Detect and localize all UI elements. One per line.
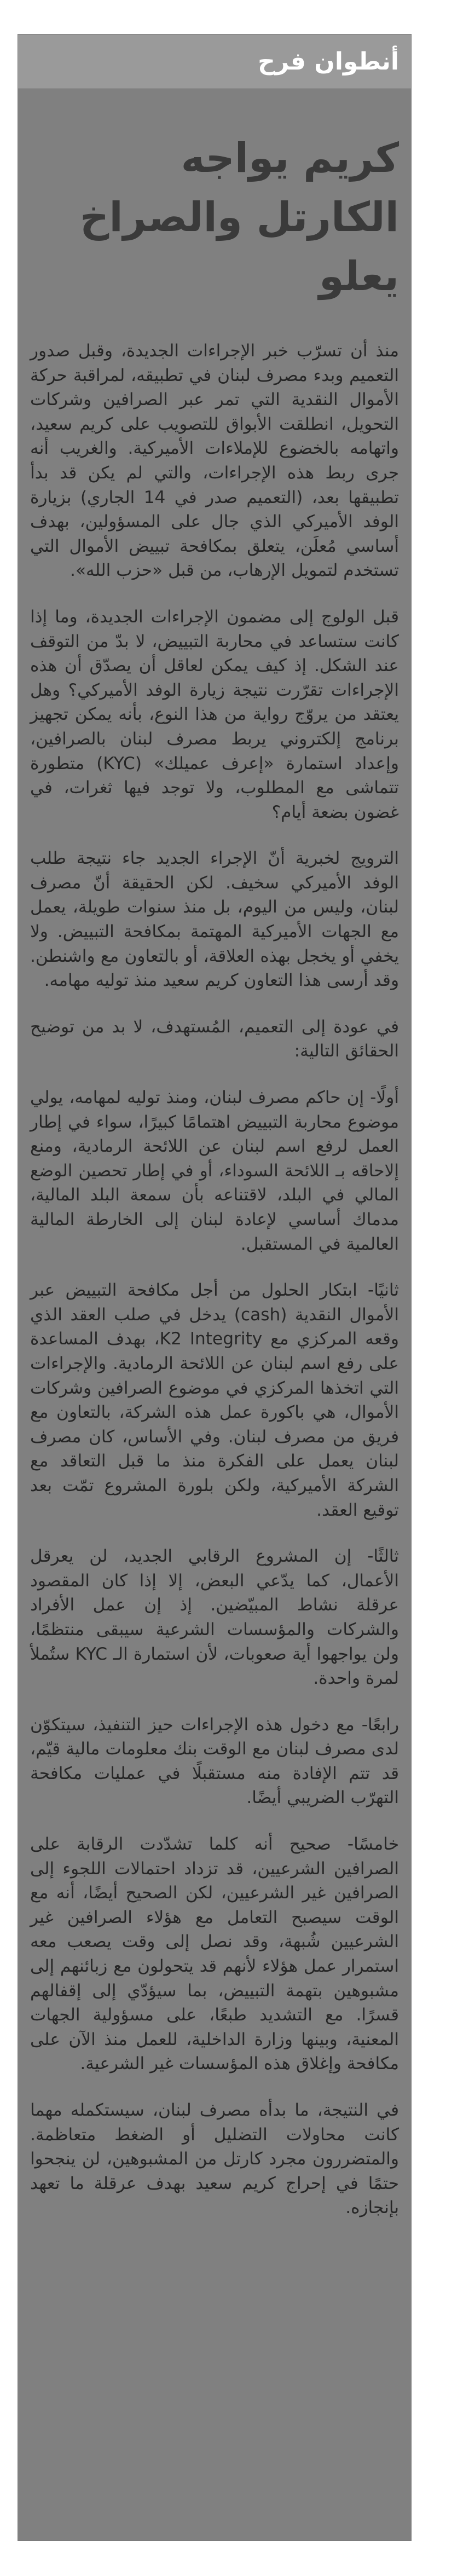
article-paragraph: ثالثًا- إن المشروع الرقابي الجديد، لن يعرقل الأعمال، كما يدّعي البعض، إلا إذا كان المقصود عرقلة نشاط المبيّضين. إذ إن عمل الأفراد والشركات والمؤسسات الشرعية سيبقى منتظمًا، ولن يواجهوا أية صعوبات، لأن استمارة الـ KYC ستُملأ لمرة واحدة.: [30, 1546, 399, 1689]
article-paragraph: ثانيًا- ابتكار الحلول من أجل مكافحة التبييض عبر الأموال النقدية (cash) يدخل في صلب العقد الذي وقعه المركزي مع K2 Integrity، بهدف المساعدة على رفع اسم لبنان عن اللائحة الرمادية. والإجراءات التي اتخذها المركزي في موضوع الصرافين وشركات الأموال، هي باكورة عمل هذه الشركة، بالتعاون مع فريق من مصرف لبنان. وفي الأساس، كان مصرف لبنان يعمل على الفكرة منذ ما قبل التعاقد مع الشركة الأميركية، ولكن بلورة المشروع تمّت بعد توقيع العقد.: [30, 1280, 399, 1520]
article-paragraph: أولًا- إن حاكم مصرف لبنان، ومنذ توليه لمهامه، يولي موضوع محاربة التبييض اهتمامًا كبيرًا، سواء في إطار العمل لرفع اسم لبنان عن اللائحة الرمادية، ومنع إلاحاقه بـ اللائحة السوداء، أو في إطار تحصين الوضع المالي في البلد، لاقتناعه بأن سمعة البلد المالية، مدماك أساسي لإعادة لبنان إلى الخارطة المالية العالمية في المستقبل.: [30, 1088, 399, 1254]
article-paragraph: رابعًا- مع دخول هذه الإجراءات حيز التنفيذ، سيتكوّن لدى مصرف لبنان مع الوقت بنك معلومات مالية قيّم، قد تتم الإفادة منه مستقبلًا في عمليات مكافحة التهرّب الضريبي أيضًا.: [30, 1714, 399, 1808]
article-headline: كريم يواجه الكارتل والصراخ يعلو: [80, 135, 399, 300]
author-bar: [18, 34, 411, 89]
article-paragraph: في عودة إلى التعميم، المُستهدف، لا بد من توضيح الحقائق التالية:: [30, 1016, 399, 1061]
article-paragraph: الترويج لخبرية أنّ الإجراء الجديد جاء نتيجة طلب الوفد الأميركي سخيف. لكن الحقيقة أنّ مصرف لبنان، وليس من اليوم، بل منذ سنوات طويلة، يعمل مع الجهات الأميركية المهتمة بمكافحة التبييض. ولا يخفي أو يخجل بهذه العلاقة، أو بالتعاون مع واشنطن. وقد أرسى هذا التعاون كريم سعيد منذ توليه مهامه.: [30, 848, 399, 991]
article-paragraph: في النتيجة، ما بدأه مصرف لبنان، سيستكمله مهما كانت محاولات التضليل أو الضغط متعاظمة. والمتضررون مجرد كارتل من المشبوهين، لن ينجحوا حتمًا في إحراج كريم سعيد بهدف عرقلة ما تعهد بإنجازه.: [30, 2100, 399, 2218]
article-paragraph: خامسًا- صحيح أنه كلما تشدّدت الرقابة على الصرافين الشرعيين، قد تزداد احتمالات اللجوء إلى الصرافين غير الشرعيين، لكن الصحيح أيضًا، أنه مع الوقت سيصبح التعامل مع هؤلاء الصرافين غير الشرعيين شُبهة، وقد نصل إلى وقت يصعب معه استمرار عمل هؤلاء لأنهم قد يتحولون مع زبائنهم إلى مشبوهين بتهمة التبييض، بما سيؤدّي إلى إقفالهم قسرًا. مع التشديد طبعًا، على مسؤولية الجهات المعنية، وبينها وزارة الداخلية، للعمل منذ الآن على مكافحة وإغلاق هذه المؤسسات غير الشرعية.: [30, 1834, 399, 2074]
article-paragraph: منذ أن تسرّب خبر الإجراءات الجديدة، وقبل صدور التعميم وبدء مصرف لبنان في تطبيقه، لمراقبة حركة الأموال النقدية التي تمر عبر الصرافين وشركات التحويل، انطلقت الأبواق للتصويب على كريم سعيد، واتهامه بالخضوع للإملاءات الأميركية. والغريب أنه جرى ربط هذه الإجراءات، والتي لم يكن قد بدأ تطبيقها بعد، (التعميم صدر في 14 الجاري) بزيارة الوفد الأميركي الذي جال على المسؤولين، بهدف أساسي مُعلَن، يتعلق بمكافحة تبييض الأموال التي تستخدم لتمويل الإرهاب، من قبل «حزب الله».: [30, 341, 399, 581]
article-body: [18, 339, 411, 2220]
author-name: أنطوان فرح: [258, 47, 399, 76]
article-column: [18, 34, 412, 2541]
article-paragraph: قبل الولوج إلى مضمون الإجراءات الجديدة، وما إذا كانت ستساعد في محاربة التبييض، لا بدّ من التوقف عند الشكل. إذ كيف يمكن لعاقل أن يصدّق أن هذه الإجراءات تقرّرت نتيجة زيارة الوفد الأميركي؟ وهل يعتقد من يروّج رواية من هذا النوع، بأنه يمكن تجهيز برنامج إلكتروني يربط مصرف لبنان بالصرافين، وإعداد استمارة «إعرف عميلك» (KYC) متطورة تتماشى مع المطلوب، ولا توجد فيها ثغرات، في غضون بضعة أيام؟: [30, 607, 399, 822]
